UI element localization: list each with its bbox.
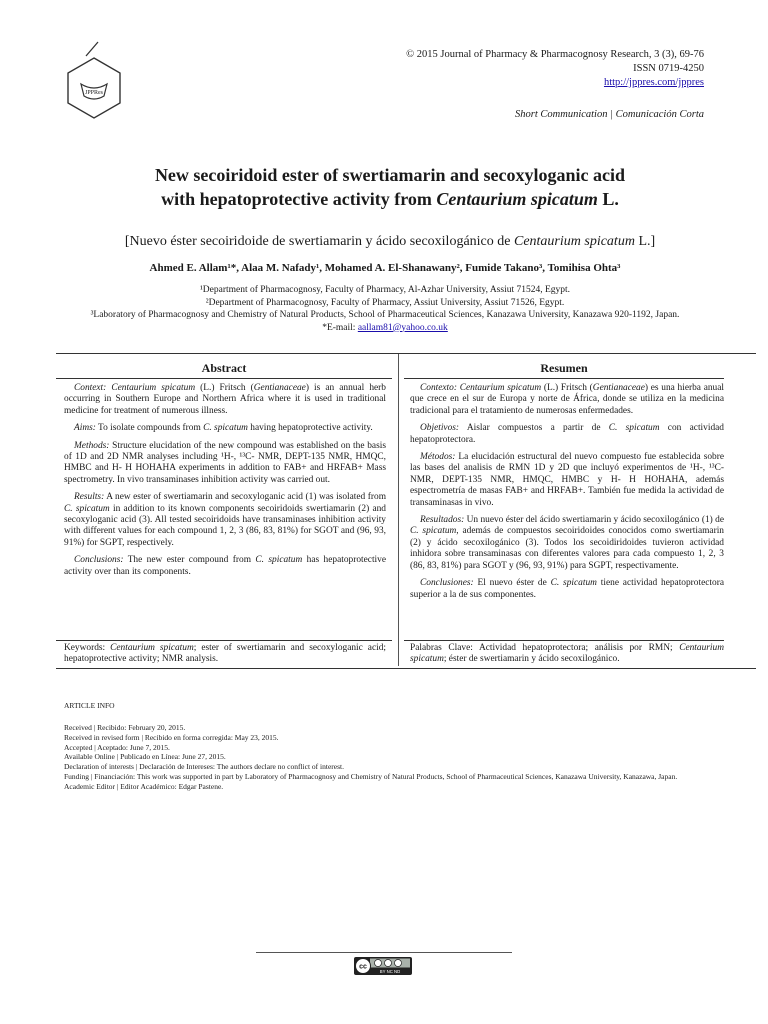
- nd-icon: [395, 960, 402, 967]
- resumen-metodos: Métodos: La elucidación estructural del nuevo compuesto fue establecida sobre las bases del analisis de RMN 1D y 2D que incluyó experimentos de ¹H-, ¹³C- NMR, DEPT-135 NMR, HMQC, HMBC y H- H HOHAHA, además espectrometría de masas FAB+ and HRFAB+. También fue medida la actividad de transaminasas in vivo.: [410, 452, 724, 508]
- keywords-es: Palabras Clave: Actividad hepatoprotectora; análisis por RMN; Centaurium spicatum; éster de swertiamarin y ácido secoxilogánico.: [410, 643, 724, 665]
- declaration-of-interests: Declaration of interests | Declaración de Intereses: The authors declare no conflict of interest.: [64, 762, 344, 772]
- column-divider: [398, 354, 399, 666]
- resumen-objetivos: Objetivos: Aislar compuestos a partir de C. spicatum con actividad hepatoprotectora.: [410, 423, 724, 445]
- paper-title: [80, 163, 700, 211]
- cc-license-badge: [354, 957, 412, 975]
- resumen-resultados: Resultados: Un nuevo éster del ácido swertiamarin y ácido secoxilogánico (1) de C. spicatum, además de compuestos secoiridoides conocidos como swertiamarin (2) y ácido secoxilogánico (3). Todos los secoidiridoides tuvieron actividad inhidora sobre transaminasas con diferentes valores para cada compuesto 1, 2, 3 (86, 83, 81%) para SGOT y (96, 93, 91%) para SGPT, respectivamente.: [410, 515, 724, 571]
- abstract-heading-rule: [56, 378, 392, 379]
- funding: Funding | Financiación: This work was supported in part by Laboratory of Pharmacognosy and Chemistry of Natural Products, School of Pharmaceutical Sciences, Kanazawa University, Kanazawa, Japan.: [64, 771, 678, 781]
- svg-text:BY NC ND: BY NC ND: [379, 969, 401, 974]
- resumen-contexto: Contexto: Centaurium spicatum (L.) Fritsch (Gentianaceae) es una hierba anual que crece en el sur de Europa y norte de África, donde se utiliza en la medicina tradicional para el tratamiento de numerosas enfermedades.: [410, 383, 724, 416]
- email-link[interactable]: aallam81@yahoo.co.uk: [357, 322, 448, 333]
- affiliation-3: ³Laboratory of Pharmacognosy and Chemistry of Natural Products, School of Pharmaceutical Sciences, Kanazawa University, Kanazawa 920-1192, Japan.: [90, 310, 680, 320]
- palabras-rule: [404, 640, 724, 641]
- resumen-body: [410, 383, 724, 607]
- section-bottom-rule: [56, 668, 756, 669]
- issn: ISSN 0719-4250: [633, 63, 704, 74]
- corresponding-email: *E-mail: aallam81@yahoo.co.uk: [322, 322, 448, 333]
- revised-date: Received in revised form | Recibido en forma corregida: May 23, 2015.: [64, 732, 279, 742]
- title-line-2: with hepatoprotective activity from Centaurium spicatum L.: [161, 189, 619, 209]
- resumen-conclusiones: Conclusiones: El nuevo éster de C. spicatum tiene actividad hepatoprotectora superior a la de sus componentes.: [410, 578, 724, 600]
- abstract-body: [64, 383, 386, 584]
- abstract-methods: Methods: Structure elucidation of the new compound was established on the basis of 1D and 2D NMR analyses including ¹H-, ¹³C- NMR, DEPT-135 NMR, HMQC, HMBC and H- H HOHAHA experiments in addition to FAB+ and HRFAB+ Mass spectrometry. In vivo transaminases inhibition activity was carried out.: [64, 440, 386, 485]
- article-info: [64, 723, 704, 792]
- accepted-date: Accepted | Aceptado: June 7, 2015.: [64, 742, 170, 752]
- academic-editor: Academic Editor | Editor Académico: Edgar Pastene.: [64, 781, 224, 791]
- keywords-rule: [56, 640, 392, 641]
- footer-rule: [256, 952, 512, 953]
- svg-text:cc: cc: [359, 963, 367, 971]
- journal-logo: [64, 40, 124, 124]
- author-list: Ahmed E. Allam¹*, Alaa M. Nafady¹, Mohamed A. El-Shanawany², Fumide Takano³, Tomihisa Ohta³: [149, 262, 621, 274]
- online-date: Available Online | Publicado en Línea: June 27, 2015.: [64, 752, 226, 762]
- abstract-results: Results: A new ester of swertiamarin and secoxyloganic acid (1) was isolated from C. spicatum in addition to its known components secoiridoids swertiamarin (2) and secoxyloganic acid (3). All tested secoiridoids have transaminases inhibition activity with different values for each compound 1, 2, 3 (86, 83, 81%) for SGOT and (96, 93, 91%) for SGPT, respectively.: [64, 492, 386, 548]
- abstract-conclusions: Conclusions: The new ester compound from C. spicatum has hepatoprotective activity over than its components.: [64, 555, 387, 577]
- by-icon: [375, 960, 382, 967]
- abstract-aims: Aims: To isolate compounds from C. spicatum having hepatoprotective activity.: [74, 423, 373, 434]
- resumen-heading-rule: [404, 378, 724, 379]
- keywords-en: Keywords: Centaurium spicatum; ester of swertiamarin and secoxyloganic acid; hepatoprotective activity; NMR analysis.: [64, 643, 387, 665]
- abstract-heading: Abstract: [201, 361, 247, 375]
- article-info-heading: ARTICLE INFO: [64, 701, 115, 710]
- resumen-heading: Resumen: [540, 361, 588, 375]
- spanish-title: [Nuevo éster secoiridoide de swertiamarin y ácido secoxilogánico de Centaurium spicatum L.]: [124, 234, 656, 249]
- title-line-1: New secoiridoid ester of swertiamarin and secoxyloganic acid: [154, 165, 626, 185]
- affiliation-1: ¹Department of Pharmacognosy, Faculty of Pharmacy, Al-Azhar University, Assiut 71524, Egypt.: [199, 285, 571, 295]
- section-rule: [56, 353, 756, 354]
- received-date: Received | Recibido: February 20, 2015.: [64, 723, 186, 732]
- svg-text:JPPRes: JPPRes: [84, 90, 104, 96]
- abstract-context: Context: Centaurium spicatum (L.) Fritsch (Gentianaceae) is an annual herb occurring in Southern Europe and Northern Africa where it is used in traditional medicine for treatment of numerous illness.: [64, 383, 386, 416]
- article-type: Short Communication | Comunicación Corta: [515, 109, 704, 120]
- affiliations: [60, 284, 710, 334]
- affiliation-2: ²Department of Pharmacognosy, Faculty of Pharmacy, Assiut University, Assiut 71526, Egypt.: [205, 297, 565, 308]
- journal-url-link[interactable]: http://jppres.com/jppres: [603, 77, 704, 88]
- journal-citation: © 2015 Journal of Pharmacy & Pharmacognosy Research, 3 (3), 69-76: [406, 49, 704, 60]
- nc-icon: [385, 960, 392, 967]
